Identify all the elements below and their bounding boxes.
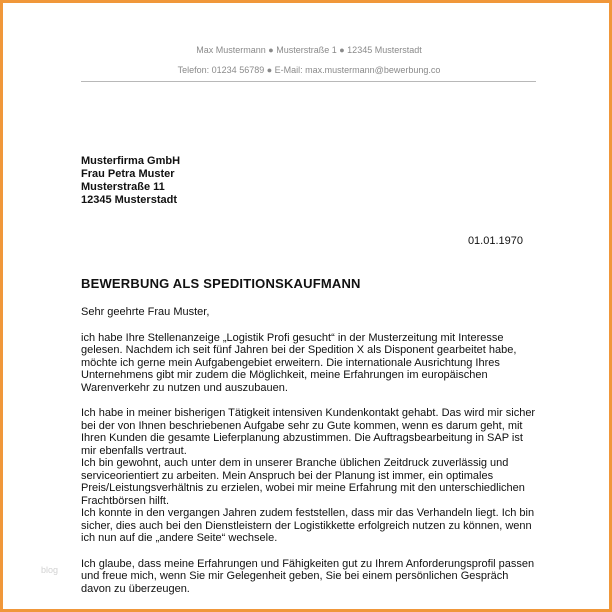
letterhead-contact: Telefon: 01234 56789 ● E-Mail: max.mustermann@bewerbung.co bbox=[177, 65, 441, 75]
watermark-text: blog bbox=[41, 565, 59, 575]
paragraph-work-style: Ich bin gewohnt, auch unter dem in unserer Branche üblichen Zeitdruck zuverlässig und serviceorientiert zu arbeiten. Mein Anspruch bei der Planung ist immer, ein optimales Preis/Leistungsverhältnis zu erzielen, wobei mir meine Erfahrung mit den unterschiedlichen Frachtbörsen hilft. bbox=[81, 457, 525, 507]
letterhead-divider bbox=[81, 81, 536, 82]
letter-date: 01.01.1970 bbox=[467, 235, 523, 247]
letterhead-sender: Max Mustermann ● Musterstraße 1 ● 12345 Musterstadt bbox=[196, 45, 422, 55]
salutation: Sehr geehrte Frau Muster, bbox=[81, 306, 210, 318]
paragraph-negotiation: Ich konnte in den vergangen Jahren zudem feststellen, dass mir das Verhandeln liegt. Ich bin sicher, dies auch bei den Dienstleistern der Logistikkette erfolgreich nutzen zu können, wenn ich nun auf die „andere Seite“ wechsele. bbox=[81, 507, 535, 544]
recipient-street: Musterstraße 11 bbox=[81, 181, 165, 193]
paragraph-experience: Ich habe in meiner bisherigen Tätigkeit intensiven Kundenkontakt gehabt. Das wird mir sicher bei der von Ihnen beschriebenen Aufgabe sehr zu Gute kommen, wenn es darum geht, mit Ihren Kunden die gesamte Lieferplanung abzustimmen. Die Auftragsbearbeitung in SAP ist mir ebenfalls vertraut. bbox=[81, 407, 536, 457]
paragraph-closing: Ich glaube, dass meine Erfahrungen und Fähigkeiten gut zu Ihrem Anforderungsprofil passen und freue mich, wenn Sie mir Gelegenheit geben, Sie bei einem persönlichen Gespräch davon zu überzeugen. bbox=[81, 557, 535, 595]
recipient-city: 12345 Musterstadt bbox=[81, 194, 177, 206]
paragraph-intro: ich habe Ihre Stellenanzeige „Logistik Profi gesucht“ in der Musterzeitung mit Interesse gelesen. Nachdem ich seit fünf Jahren bei der Spedition X als Disponent gearbeitet habe, möchte ich gerne mein Aufgabengebiet erweitern. Die internationale Ausrichtung Ihres Unternehmens gibt mir zudem die Möglichkeit, meine Erfahrungen im europäischen Warenverkehr zu nutzen und auszubauen. bbox=[81, 331, 517, 394]
letter-subject: BEWERBUNG ALS SPEDITIONSKAUFMANN bbox=[81, 276, 361, 291]
recipient-address bbox=[81, 155, 180, 207]
recipient-person: Frau Petra Muster bbox=[81, 168, 175, 180]
recipient-company: Musterfirma GmbH bbox=[81, 155, 181, 167]
letter-body bbox=[81, 306, 541, 595]
